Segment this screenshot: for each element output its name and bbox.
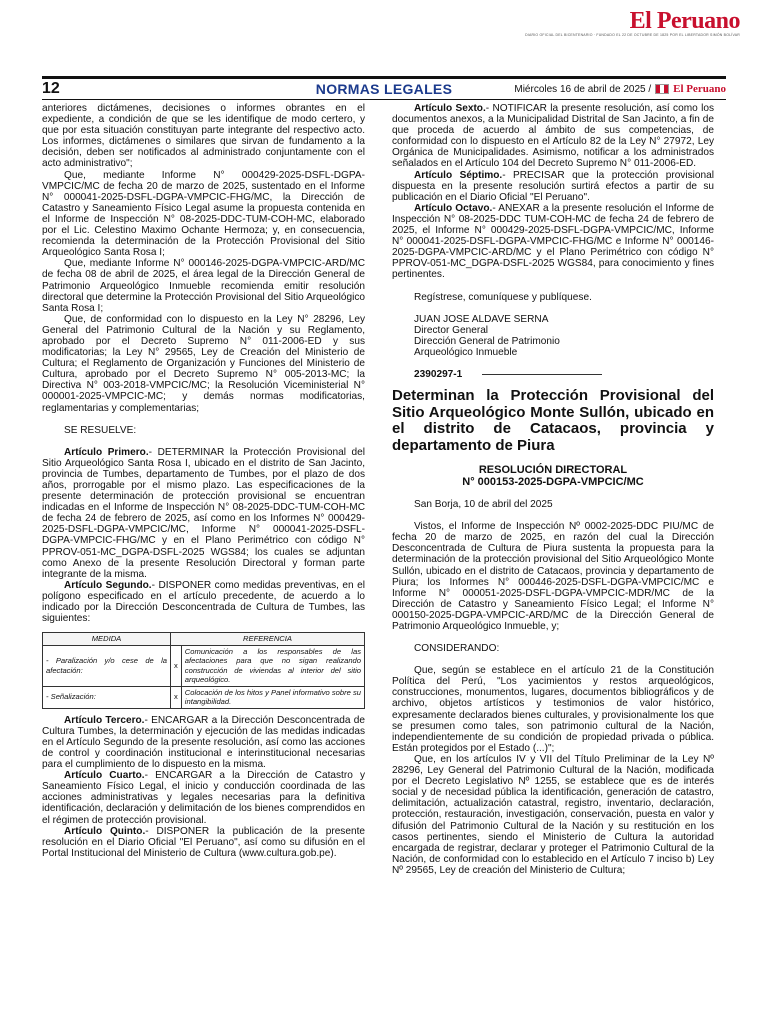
paragraph: Que, en los artículos IV y VII del Título Preliminar de la Ley Nº 28296, Ley General del Patrimonio Cultural de la Nación, modificada por el Decreto Legislativo Nº 1255, se establece que es de interés social y de necesidad pública la identificación, generación de catastro, delimitación, actualización catastral, registro, inventario, declaración, protección, restauración, investigación, conservación, puesta en valor y difusión del Patrimonio Cultural de la Nación y su restitución en los casos pertinentes, siendo el Ministerio de Cultura la autoridad encargada de registrar, declarar y proteger el Patrimonio Cultural de la Nación, de conformidad con lo establecido en el Artículo 7 inciso b) Ley Nº 29565, Ley de creación del Ministerio de Cultura;	[392, 753, 714, 876]
article-8	[392, 203, 714, 281]
considerando-heading: CONSIDERANDO:	[414, 643, 500, 655]
left-column	[42, 103, 365, 859]
article-label: Artículo Primero.	[64, 446, 149, 458]
section-title: NORMAS LEGALES	[315, 81, 453, 97]
signer-role: Director General	[414, 324, 489, 336]
vistos-paragraph: Vistos, el Informe de Inspección Nº 0002-2025-DDC PIU/MC de fecha 20 de marzo de 2025, en razón del cual la Dirección Desconcentrada de Cultura de Piura sustenta la propuesta para la determinación de la protección provisional del Sitio Arqueológico Monte Sullón, ubicado en el distrito de Catacaos, provincia y departamento de Piura; los Informes N° 000446-2025-DSFL-DGPA-VMPCIC/MC e Informe N° 000051-2025-DSFL-DGPA-VMPCIC-MDR/MC de la Dirección de Catastro y Saneamiento Físico Legal; el Informe N° 000150-2025-DGPA-VMPCIC-ARD/MC de la Dirección General de Patrimonio Arqueológico Inmueble, y;	[392, 521, 714, 632]
table-cell: Colocación de los hitos y Panel informativo sobre su intangibilidad.	[181, 686, 364, 708]
right-column	[392, 103, 714, 876]
article-1	[42, 447, 365, 580]
article-7	[392, 170, 714, 203]
place-date: San Borja, 10 de abril del 2025	[414, 499, 553, 511]
paragraph: anteriores dictámenes, decisiones o informes obrantes en el expediente, a condición de que se les identifique de modo certero, y que por esta situación constituyan parte integrante del respectivo acto. Los informes, dictámenes o similares que sirvan de fundamento a la decisión, deben ser notificados al administrado conjuntamente con el acto administrativo";	[42, 103, 365, 170]
article-text: - ANEXAR a la presente resolución el Informe de Inspección N° 08-2025-DDC TUM-COH-MC de fecha 24 de febrero de 2025, el Informe N° 000429-2025-DSFL-DGPA-VMPCIC/MC, Informe N° 000041-2025-DSFL-DGPA-VMPCIC-FHG/MC e Informe N° 000146-2025-DGPA-VMPCIC-ARD/MC y el Plano Perimétrico con código N° PPROV-051-MC_DGPA-DSFL-2025 WGS84, para conocimiento y fines pertinentes.	[392, 202, 714, 281]
article-4	[42, 770, 365, 825]
header-brand: El Peruano	[673, 83, 726, 95]
resolution-title-line: RESOLUCIÓN DIRECTORAL	[478, 464, 628, 477]
page-number: 12	[42, 80, 60, 97]
table-row	[43, 645, 365, 686]
article-text: - DETERMINAR la Protección Provisional del Sitio Arqueológico Santa Rosa I, ubicado en el distrito de San Jacinto, provincia de Tumbes, departamento de Tumbes, por el plazo de dos años, prorrogable por el mismo plazo. Las especificaciones de la presente determinación de protección provisional se encuentran indicadas en el Informe de Inspección N° 08-2025-DDC-TUM-COH-MC de fecha 24 de febrero de 2025, así como en los Informes N° 000429-2025-DSFL-DGPA-VMPCIC/MC, Informe N° 000041-2025-DSFL-DGPA-VMPCIC-FHG/MC y en el Plano Perimétrico con código N° PPROV-051-MC_DGPA-DSFL-2025 WGS84; los cuales se adjuntan como Anexo de la presente Resolución Directoral y forman parte integrante de la misma.	[42, 446, 365, 580]
article-text: - DISPONER como medidas preventivas, en el polígono especificado en el artículo precedente, de acuerdo a lo indicado por la Dirección Desconcentrada de Cultura de Tumbes, las siguientes:	[42, 579, 365, 625]
table-header: REFERENCIA	[171, 633, 365, 646]
article-text: - DISPONER la publicación de la presente resolución en el Diario Oficial "El Peruano", así como su difusión en el Portal Institucional del Ministerio de Cultura (www.cultura.gob.pe).	[42, 825, 365, 859]
article-3	[42, 715, 365, 770]
masthead-tagline: DIARIO OFICIAL DEL BICENTENARIO · FUNDADO EL 22 DE OCTUBRE DE 1825 POR EL LIBERTADOR SIMÓN BOLÍVAR	[525, 33, 740, 37]
resolution-number: N° 000153-2025-DGPA-VMPCIC/MC	[462, 476, 644, 489]
article-text: - ENCARGAR a la Dirección Desconcentrada de Cultura Tumbes, la determinación y ejecución de las medidas indicadas en el Artículo Segundo de la presente resolución, así como las acciones de control y coordinación institucional e interinstitucional necesarias para el cumplimiento de lo dispuesto en la misma.	[42, 714, 365, 771]
article-label: Artículo Octavo.	[414, 202, 493, 214]
table-cell: - Señalización:	[43, 686, 171, 708]
article-label: Artículo Tercero.	[64, 714, 145, 726]
article-2	[42, 580, 365, 624]
article-text: - PRECISAR que la protección provisional dispuesta en la presente resolución surtirá efectos a partir de su publicación en el Diario Oficial "El Peruano".	[392, 169, 714, 203]
page-header	[42, 76, 726, 100]
paragraph: Que, mediante Informe N° 000146-2025-DGPA-VMPCIC-ARD/MC de fecha 08 de abril de 2025, el área legal de la Dirección General de Patrimonio Arqueológico Inmueble recomienda emitir resolución directoral que determine la Protección Provisional del Sitio Arqueológico Santa Rosa I;	[42, 258, 365, 314]
table-cell: Comunicación a los responsables de las afectaciones para que no sigan realizando construcción de viviendas al interior del sitio arqueológico.	[181, 645, 364, 686]
signer-name: JUAN JOSE ALDAVE SERNA	[414, 313, 549, 325]
paragraph: Que, mediante Informe N° 000429-2025-DSFL-DGPA-VMPCIC/MC de fecha 20 de marzo de 2025, sustentado en el Informe N° 000041-2025-DSFL-DGPA-VMPCIC-FHG/MC, la Dirección de Catastro y Saneamiento Físico Legal asume la propuesta contenida en el Informe de Inspección N° 08-2025-DDC-TUM-COH-MC, elaborado por el Lic. Celestino Maximo Ochante Hermoza; y, en consecuencia, recomienda la determinación de la Protección Provisional del Sitio Arqueológico Santa Rosa I;	[42, 169, 365, 259]
signer-role: Arqueológico Inmueble	[414, 346, 518, 358]
separator-line	[482, 374, 602, 375]
article-5	[42, 826, 365, 859]
table-header-row	[43, 633, 365, 646]
newspaper-logo: El Peruano	[629, 8, 740, 34]
header-date-brand	[514, 83, 726, 95]
measures-table	[42, 632, 365, 709]
resolution-title	[392, 464, 714, 488]
table-cell: - Paralización y/o cese de la afectación:	[43, 645, 171, 686]
headline: Determinan la Protección Provisional del Sitio Arqueológico Monte Sullón, ubicado en el distrito de Catacaos, provincia y departamento de Piura	[392, 387, 714, 454]
article-label: Artículo Quinto.	[64, 825, 146, 837]
article-label: Artículo Cuarto.	[64, 770, 145, 782]
table-cell-mark: x	[171, 645, 182, 686]
document-id: 2390297-1	[414, 368, 463, 380]
table-header: MEDIDA	[43, 633, 171, 646]
paragraph: Que, según se establece en el artículo 21 de la Constitución Política del Perú, "Los yacimientos y restos arqueológicos, construcciones, monumentos, lugares, documentos bibliográficos y de archivo, objetos artísticos y testimonios de valor histórico, expresamente declarados bienes culturales, y provisionalmente los que se presumen como tales, son patrimonio cultural de la Nación, independientemente de su condición de propiedad privada o pública. Están protegidos por el Estado (...)";	[392, 665, 714, 754]
table-row	[43, 686, 365, 708]
issue-date: Miércoles 16 de abril de 2025 /	[514, 83, 652, 95]
article-label: Artículo Segundo.	[64, 579, 152, 591]
closing-formula: Regístrese, comuníquese y publíquese.	[414, 291, 592, 303]
article-6	[392, 103, 714, 170]
paragraph: Que, de conformidad con lo dispuesto en la Ley N° 28296, Ley General del Patrimonio Cultural de la Nación y su Reglamento, aprobado por el Decreto Supremo N° 011-2006-ED y sus modificatorias; la Ley N° 29565, Ley de Creación del Ministerio de Cultura; el Reglamento de Organización y Funciones del Ministerio de Cultura, aprobado por el Decreto Supremo N° 005-2013-MC; la Directiva N° 003-2018-VMPCIC/MC; la Resolución Viceministerial N° 000001-2025-VMPCIC-MC; y demás normas modificatorias, reglamentarias y complementarias;	[42, 313, 365, 414]
article-label: Artículo Sexto.	[414, 103, 486, 114]
table-cell-mark: x	[171, 686, 182, 708]
peru-flag-icon	[655, 84, 669, 94]
article-text: - ENCARGAR a la Dirección de Catastro y Saneamiento Físico Legal, el inicio y conducción coordinada de las acciones administrativas y legales necesarias para la definitiva identificación, declaración y delimitación de los bienes comprendidos en el régimen de protección provisional.	[42, 770, 365, 826]
masthead	[525, 8, 740, 37]
article-label: Artículo Séptimo.	[414, 169, 503, 181]
document-id-line	[392, 369, 714, 380]
se-resuelve-heading: SE RESUELVE:	[64, 424, 137, 436]
article-text: - NOTIFICAR la presente resolución, así como los documentos anexos, a la Municipalidad Distrital de San Jacinto, a fin de que proceda de acuerdo al ámbito de sus competencias, de conformidad con lo dispuesto en el Artículo 82 de la Ley N° 27972, Ley Orgánica de Municipalidades. Asimismo, notificar a los administrados señalados en el Artículo 104 del Decreto Supremo N° 011-2006-ED.	[392, 103, 714, 170]
signer-role: Dirección General de Patrimonio	[414, 335, 560, 347]
